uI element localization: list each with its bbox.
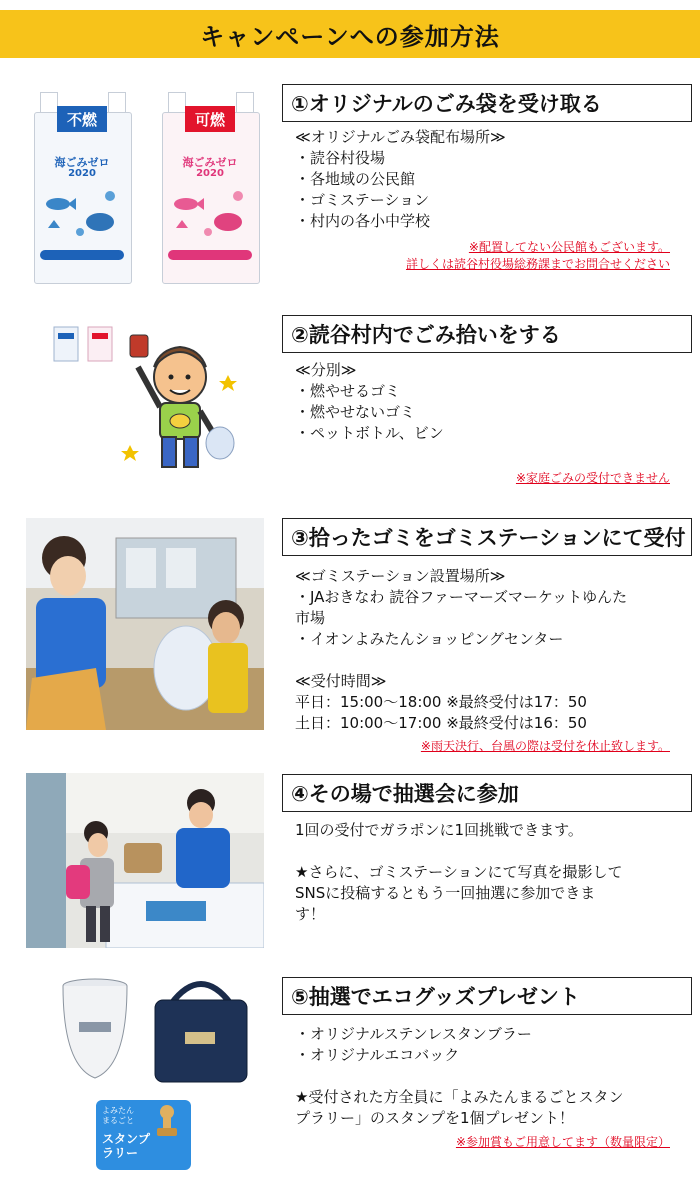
step3-line: ・JAおきなわ 読谷ファーマーズマーケットゆんた: [295, 588, 628, 606]
step3-line: 土日：10:00～17:00 ※最終受付は16：50: [295, 714, 587, 732]
step3-line: 平日：15:00～18:00 ※最終受付は17：50: [295, 693, 587, 711]
step3-note: ※雨天決行、台風の際は受付を休止致します。: [420, 739, 670, 753]
step2-line: ≪分別≫: [295, 361, 357, 379]
step5-note: ※参加賞もご用意してます（数量限定）: [455, 1135, 670, 1149]
sea-creatures-icon: [40, 184, 124, 244]
step5-line: [295, 1066, 623, 1087]
step1-line: ・読谷村役場: [295, 149, 386, 167]
step4-text: [295, 820, 623, 925]
step3-line: ≪受付時間≫: [295, 672, 387, 690]
step1-line: ・村内の各小中学校: [295, 212, 431, 230]
lottery-photo: [26, 773, 264, 948]
stamp-card-line: ラリー: [102, 1146, 139, 1160]
step1-note: ※配置してない公民館もございます。: [468, 240, 670, 254]
bag-year: 2020: [196, 168, 224, 179]
step3-line: ・イオンよみたんショッピングセンター: [295, 630, 564, 648]
stamp-icon: [154, 1104, 180, 1138]
eco-goods-image: [55, 970, 255, 1090]
step2-line: ・燃やせないゴミ: [295, 403, 416, 421]
nonburnable-bag: [34, 92, 130, 282]
step3-line: ≪ゴミステーション設置場所≫: [295, 567, 506, 585]
nonburnable-tag: 不燃: [57, 106, 107, 132]
step2-note: ※家庭ごみの受付できません: [515, 471, 670, 485]
step5-line: ・オリジナルステンレスタンブラー: [295, 1025, 532, 1043]
sea-creatures-icon: [168, 184, 252, 244]
step1-text: [295, 127, 506, 232]
step1-line: ≪オリジナルごみ袋配布場所≫: [295, 128, 506, 146]
step5-title: ⑤抽選でエコグッズプレゼント: [282, 977, 692, 1015]
step3-title: ③拾ったゴミをゴミステーションにて受付: [282, 518, 692, 556]
step3-line: [295, 650, 627, 671]
garbage-bags-image: [30, 92, 260, 287]
tumbler-and-bag-icon: [55, 970, 255, 1090]
cleanup-illustration: [50, 315, 250, 485]
step2-title: ②読谷村内でごみ拾いをする: [282, 315, 692, 353]
stamp-card-line: スタンプ: [102, 1132, 151, 1146]
step1-line: ・各地域の公民館: [295, 170, 416, 188]
step3-text: [295, 566, 627, 734]
bag-year: 2020: [68, 168, 96, 179]
step5-line: ★受付された方全員に「よみたんまるごとスタン: [295, 1088, 624, 1106]
stamp-rally-card: [96, 1100, 191, 1170]
step2-line: ・燃やせるゴミ: [295, 382, 401, 400]
page-title: キャンペーンへの参加方法: [200, 22, 500, 51]
bag-title: 海ごみゼロ: [182, 156, 238, 169]
step4-line: 1回の受付でガラポンに1回挑戦できます。: [295, 821, 583, 839]
step3-line: 市場: [295, 609, 326, 627]
step4-line: ★さらに、ゴミステーションにて写真を撮影して: [295, 863, 623, 881]
step5-line: ・オリジナルエコバック: [295, 1046, 460, 1064]
step4-line: SNSに投稿するともう一回抽選に参加できま: [295, 884, 596, 902]
burnable-tag: 可燃: [185, 106, 235, 132]
step4-title: ④その場で抽選会に参加: [282, 774, 692, 812]
boy-picking-trash-icon: [50, 315, 250, 485]
step2-text: [295, 360, 444, 444]
step2-line: ・ペットボトル、ビン: [295, 424, 444, 442]
step1-line: ・ゴミステーション: [295, 191, 430, 209]
step5-line: プラリー」のスタンプを1個プレゼント！: [295, 1109, 574, 1127]
stamp-card-line: まるごと: [102, 1116, 134, 1125]
step5-text: [295, 1024, 623, 1129]
step1-note: 詳しくは読谷村役場総務課までお問合せください: [405, 257, 670, 271]
page-header: [0, 10, 700, 58]
burnable-bag: [162, 92, 258, 282]
bag-title: 海ごみゼロ: [54, 156, 110, 169]
step4-line: [295, 841, 623, 862]
stamp-card-line: よみたん: [102, 1106, 134, 1115]
step1-title: ①オリジナルのごみ袋を受け取る: [282, 84, 692, 122]
garbage-station-photo: [26, 518, 264, 730]
step4-line: す！: [295, 905, 326, 923]
